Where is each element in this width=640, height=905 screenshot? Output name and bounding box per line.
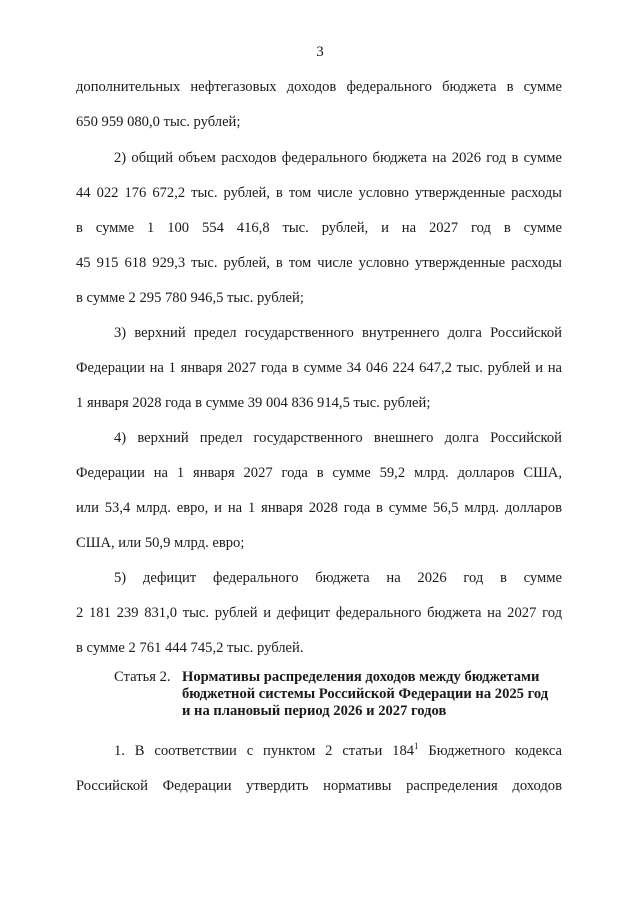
text-line: в сумме 2 761 444 745,2 тыс. рублей. (76, 640, 304, 656)
text-line: дополнительных нефтегазовых доходов федерального бюджета в сумме (76, 79, 562, 95)
article-title-line: бюджетной системы Российской Федерации на 2025 год (182, 686, 549, 702)
text-line: 1 января 2028 года в сумме 39 004 836 914,5 тыс. рублей; (76, 395, 431, 411)
article-title-line: и на плановый период 2026 и 2027 годов (182, 703, 447, 719)
article-label: Статья 2. (114, 669, 171, 685)
text-fragment: 1. В соответствии с пунктом 2 статьи 184 (114, 743, 415, 759)
text-line: или 53,4 млрд. евро, и на 1 января 2028 года в сумме 56,5 млрд. долларов (76, 500, 562, 516)
text-line (114, 741, 562, 761)
text-line: 2 181 239 831,0 тыс. рублей и дефицит федерального бюджета на 2027 год (76, 605, 562, 621)
text-line: США, или 50,9 млрд. евро; (76, 535, 245, 551)
text-line: 2) общий объем расходов федерального бюджета на 2026 год в сумме (114, 150, 562, 166)
text-line: Федерации на 1 января 2027 года в сумме 34 046 224 647,2 тыс. рублей и на (76, 360, 562, 376)
article-title-line: Нормативы распределения доходов между бюджетами (182, 669, 540, 685)
text-line: 44 022 176 672,2 тыс. рублей, в том числе условно утвержденные расходы (76, 185, 562, 201)
superscript: 1 (414, 741, 419, 751)
text-line: 5) дефицит федерального бюджета на 2026 год в сумме (114, 570, 562, 586)
text-line: 4) верхний предел государственного внешнего долга Российской (114, 430, 562, 446)
text-line: Российской Федерации утвердить нормативы распределения доходов (76, 778, 562, 794)
text-line: Федерации на 1 января 2027 года в сумме 59,2 млрд. долларов США, (76, 465, 562, 481)
text-line: 650 959 080,0 тыс. рублей; (76, 114, 241, 130)
text-fragment: Бюджетного кодекса (418, 743, 562, 759)
article-heading (114, 669, 574, 720)
text-line: 45 915 618 929,3 тыс. рублей, в том числе условно утвержденные расходы (76, 255, 562, 271)
text-line: в сумме 2 295 780 946,5 тыс. рублей; (76, 290, 304, 306)
page-number: 3 (316, 44, 324, 60)
text-line: в сумме 1 100 554 416,8 тыс. рублей, и на 2027 год в сумме (76, 220, 562, 236)
article-title (182, 669, 548, 720)
text-line: 3) верхний предел государственного внутреннего долга Российской (114, 325, 562, 341)
